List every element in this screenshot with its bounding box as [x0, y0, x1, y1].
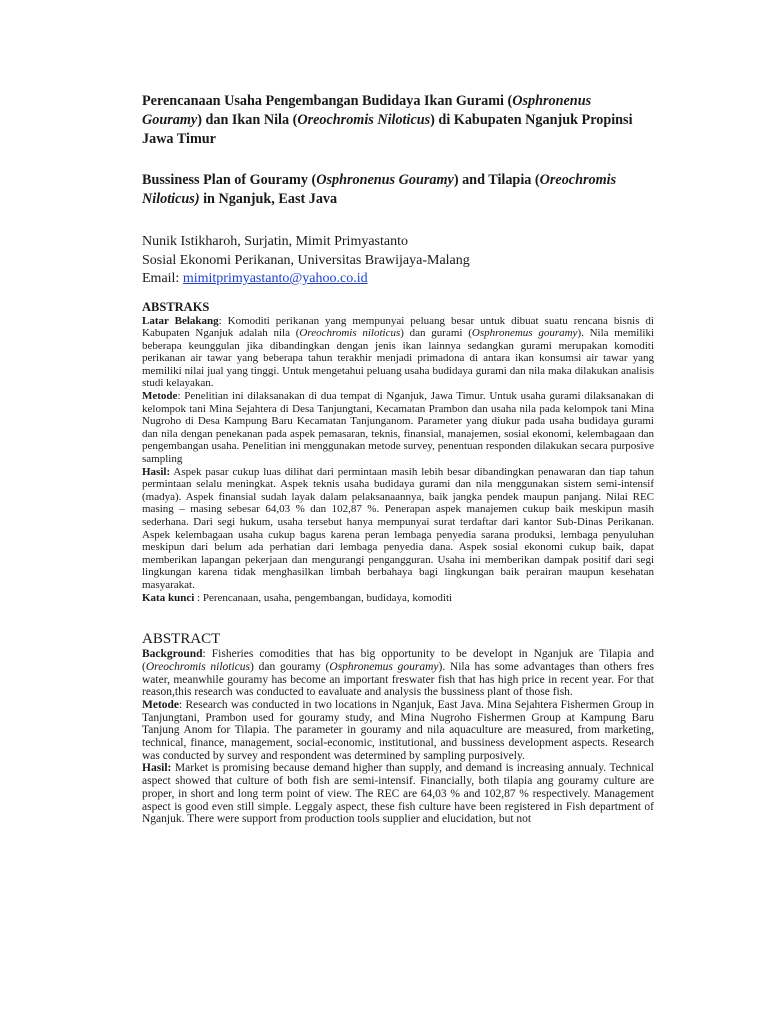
title-en-part: Bussiness Plan of Gouramy ( — [142, 172, 317, 188]
email-link[interactable]: mimitprimyastanto@yahoo.co.id — [182, 271, 368, 286]
abstract-metode — [142, 699, 654, 763]
abstract-background — [142, 648, 654, 699]
paragraph-text: ) dan gouramy ( — [250, 660, 330, 673]
title-id-part: Perencanaan Usaha Pengembangan Budidaya Ikan Gurami ( — [142, 93, 513, 109]
title-en-species-tilapia: Oreochromis Niloticus) — [142, 172, 617, 207]
title-english — [142, 171, 654, 209]
abstract-hasil — [142, 762, 654, 826]
abstrak-body — [142, 315, 654, 605]
paragraph-text: : Penelitian ini dilaksanakan di dua tempat di Nganjuk, Jawa Timur. Untuk usaha gurami dilaksanakan di kelompok tani Mina Sejahtera di Desa Tanjungtani, Kecamatan Prambon dan usaha nila pada kelompok tani Mina Nugroho di Desa Kampung Baru Kecamatan Tanjunganom. Parameter yang diukur pada usaha budidaya gurami dan nila dengan penekanan pada aspek pemasaran, teknis, finansial, manajemen, sosial ekonomi, kelembagaan dan pengembangan usaha. Penelitian ini menggunakan metode survey, penentuan responden dilakukan secara purposive sampling — [142, 390, 654, 466]
paragraph-text: ). Nila has some advantages than others fres water, meanwhile gouramy has become an important freswater fish that has high price in recent year. For that reason,this research was conducted to eavaluate and analysis the bussiness plant of those fish. — [142, 660, 654, 699]
title-en-species-gouramy: Osphronenus Gouramy — [316, 172, 454, 188]
species-name: Oreochromis niloticus — [145, 660, 251, 673]
paragraph-text: : Komoditi perikanan yang mempunyai peluang besar untuk dibuat suatu rencana bisnis di Kabupaten Nganjuk adalah nila ( — [142, 314, 654, 340]
paragraph-text: : Research was conducted in two locations in Nganjuk, East Java. Mina Sejahtera Fishermen Group in Tanjungtani, Prambon used for gouramy study, and Mina Nugroho Fishermen Group at Kampung Baru Tanjung Anom for Tilapia. The parameter in gouramy and nila aquaculture are measured, from marketing, technical, finance, management, social-economic, institutional, and bussiness development aspects. Research was conducted by survey and respondent was determined by sampling purposively. — [142, 698, 654, 762]
author-block — [142, 233, 654, 289]
author-affiliation: Sosial Ekonomi Perikanan, Universitas Brawijaya-Malang — [142, 252, 470, 268]
section-label: Metode — [142, 390, 178, 403]
abstrak-latar-belakang — [142, 315, 654, 391]
paragraph-text: : Fisheries comodities that has big opportunity to be developt in Nganjuk are Tilapia and ( — [142, 648, 654, 673]
title-en-part: ) and Tilapia ( — [453, 172, 540, 188]
paragraph-text: ). Nila memiliki beberapa keunggulan jika dibandingkan dengan jenis ikan lainnya sedangkan gurami merupakan komoditi perikanan air tawar yang beberapa tahun terakhir menjadi primadona di antara ikan konsumsi air tawar yang memiliki nilai jual yang tinggi. Untuk mengetahui peluang usaha budidaya gurami dan nila maka dilakukan analisis studi kelayakan. — [142, 327, 655, 390]
paper-content — [142, 92, 654, 826]
species-name: Osphronemus gouramy — [329, 660, 439, 673]
title-id-part: ) dan Ikan Nila ( — [197, 112, 298, 128]
species-name: Osphronemus gouramy — [471, 327, 578, 340]
abstract-body — [142, 648, 654, 826]
paragraph-text: Aspek pasar cukup luas dilihat dari permintaan masih lebih besar dibandingkan penawaran dan tiap tahun permintaan selalu meningkat. Aspek teknis usaha budidaya gurami dan nila menggunakan sistem semi-intensif (madya). Aspek finansial sudah layak dalam pelaksanaannya, baik jangka pendek maupun panjang. Nilai REC masing – masing sebesar 64,03 % dan 102,87 %. Penerapan aspek manajemen cukup baik meskipun masih sederhana. Dari segi hukum, usaha tersebut hanya mempunyai surat terdaftar dari kantor Sub-Dinas Perikanan. Aspek kelembagaan usaha cukup bagus karena peran lembaga penyedia sarana produksi, lembaga penyuluhan meskipun dari belum ada perhatian dari lembaga penyedia dana. Aspek sosial ekonomi cukup baik, dapat memberikan lapangan pekerjaan dan mengurangi pengangguran. Usaha ini memberikan dampak positif dari segi lingkungan karena tidak menghasilkan limbah berbahaya bagi lingkungan baik perairan maupun kesehatan masyarakat. — [142, 465, 654, 591]
paragraph-text: Market is promising because demand higher than supply, and demand is increasing annualy. Technical aspect showed that culture of both fish are semi-intensif. Financially, both tilapia ang gouramy culture are proper, in short and long term point of view. The REC are 64,03 % and 102,87 % respectively. Management aspect is good even still simple. Leggaly aspect, these fish culture have been registered in Fish department of Nganjuk. There were support from production tools supplier and elucidation, but not — [142, 762, 654, 826]
paragraph-text: ) dan gurami ( — [400, 327, 472, 340]
abstrak-metode — [142, 390, 654, 466]
section-label: Kata kunci — [142, 591, 195, 604]
title-en-part: in Nganjuk, East Java — [199, 191, 338, 207]
title-id-species-nila: Oreochromis Niloticus — [297, 112, 431, 128]
author-email-line — [142, 270, 654, 289]
section-label: Hasil: — [142, 465, 171, 478]
section-label: Hasil: — [142, 762, 172, 775]
abstrak-kata-kunci — [142, 592, 654, 605]
abstrak-hasil — [142, 466, 654, 592]
abstrak-heading: ABSTRAKS — [142, 299, 210, 314]
species-name: Oreochromis niloticus — [299, 327, 401, 340]
section-label: Metode — [142, 698, 180, 711]
paragraph-text: : Perencanaan, usaha, pengembangan, budidaya, komoditi — [194, 591, 453, 604]
title-id-species-gurami: Osphronenus Gouramy — [142, 93, 592, 128]
section-label: Latar Belakang — [142, 314, 219, 327]
title-indonesian — [142, 92, 654, 149]
title-id-part: ) di Kabupaten Nganjuk Propinsi Jawa Timur — [142, 112, 633, 147]
section-label: Background — [142, 648, 203, 661]
abstract-heading: ABSTRACT — [142, 631, 221, 648]
email-label: Email: — [142, 271, 183, 286]
author-names: Nunik Istikharoh, Surjatin, Mimit Primyastanto — [142, 234, 408, 249]
